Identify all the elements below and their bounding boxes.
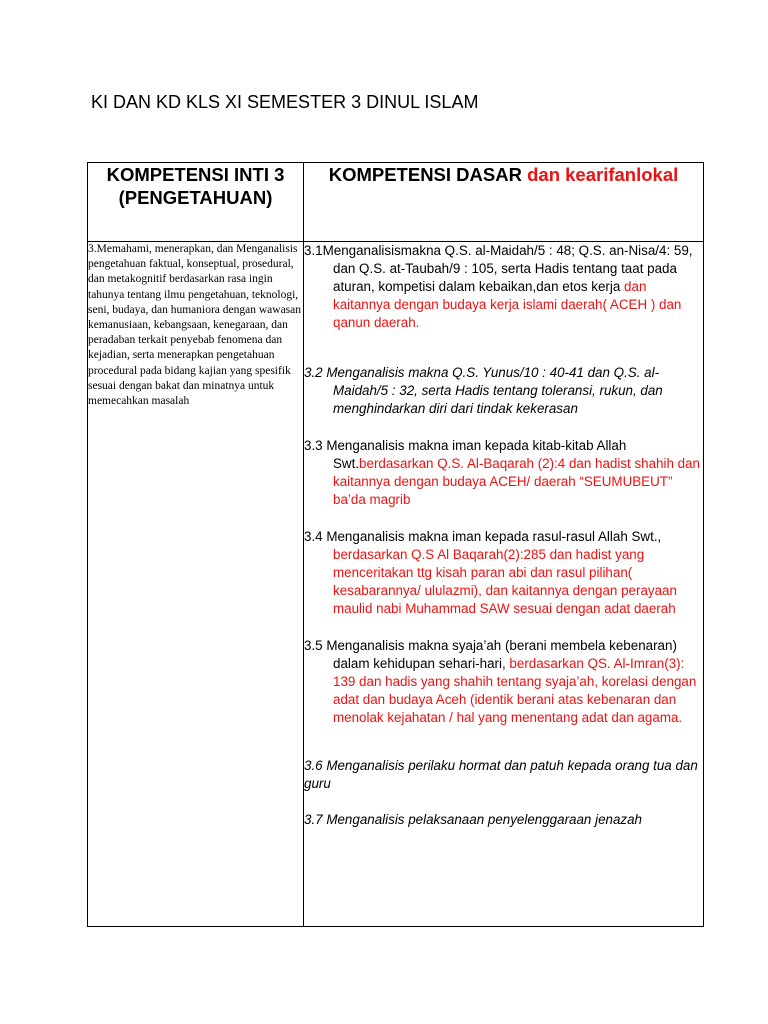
document-title: KI DAN KD KLS XI SEMESTER 3 DINUL ISLAM xyxy=(91,92,479,112)
kd-cell xyxy=(304,242,704,927)
table-body-row xyxy=(88,242,704,927)
ki-cell xyxy=(88,242,304,927)
kd-item-3-2 xyxy=(304,364,703,418)
kd-item-text: 3.3 Menganalisis makna iman kepada kitab-kitab Allah Swt. xyxy=(304,438,627,471)
kd-item-3-4 xyxy=(304,528,703,618)
header-kompetensi-dasar-label: KOMPETENSI DASAR xyxy=(328,164,528,185)
kd-item-text: 3.1Menganalisismakna Q.S. al-Maidah/5 : 48; Q.S. an-Nisa/4: 59, dan Q.S. at-Taubah/9 : 105, serta Hadis tentang taat pada aturan, kompetisi dalam kebaikan,dan etos kerja xyxy=(304,243,693,294)
header-kompetensi-inti: KOMPETENSI INTI 3 (PENGETAHUAN) xyxy=(88,163,304,242)
kd-item-local-wisdom: berdasarkan Q.S Al Baqarah(2):285 dan hadist yang menceritakan ttg kisah paran abi dan rasul pilihan( kesabarannya/ ululazmi), dan kaitannya dengan perayaan maulid nabi Muhammad SAW sesuai dengan adat daerah xyxy=(333,547,677,616)
kd-item-local-wisdom: berdasarkan Q.S. Al-Baqarah (2):4 dan hadist shahih dan kaitannya dengan budaya ACEH/ daerah “SEUMUBEUT” ba’da magrib xyxy=(333,456,700,507)
kd-item-local-wisdom: berdasarkan QS. Al-Imran(3): 139 dan hadis yang shahih tentang syaja’ah, korelasi dengan adat dan budaya Aceh (identik berani atas kebenaran dan menolak kejahatan / hal yang menentang adat dan agama. xyxy=(333,656,697,725)
kd-item-text: 3.4 Menganalisis makna iman kepada rasul-rasul Allah Swt., xyxy=(304,529,662,544)
kd-item-text: 3.6 Menganalisis perilaku hormat dan patuh kepada orang tua dan guru xyxy=(304,758,698,791)
kd-item-text: 3.2 Menganalisis makna Q.S. Yunus/10 : 40-41 dan Q.S. al-Maidah/5 : 32, serta Hadis tentang toleransi, rukun, dan menghindarkan diri dari tindak kekerasan xyxy=(304,365,663,416)
header-kearifanlokal-label: dan kearifanlokal xyxy=(527,164,679,185)
kd-item-3-3 xyxy=(304,437,703,509)
kd-item-3-5 xyxy=(304,637,703,727)
ki-text: 3.Memahami, menerapkan, dan Menganalisis pengetahuan faktual, konseptual, prosedural, dan metakognitif berdasarkan rasa ingin tahunya tentang ilmu pengetahuan, teknologi, seni, budaya, dan humaniora dengan wawasan kemanusiaan, kebangsaan, kenegaraan, dan peradaban terkait penyebab fenomena dan kejadian, serta menerapkan pengetahuan procedural pada bidang kajian yang spesifik sesuai dengan bakat dan minatnya untuk memecahkan masalah xyxy=(88,243,301,408)
kd-item-3-6 xyxy=(304,757,703,793)
kd-item-text: 3.5 Menganalisis makna syaja’ah (berani membela kebenaran) dalam kehidupan sehari-hari, xyxy=(304,638,677,671)
table-header-row xyxy=(88,163,704,242)
header-kompetensi-dasar xyxy=(304,163,704,242)
kd-item-local-wisdom: dan kaitannya dengan budaya kerja islami daerah( ACEH ) dan qanun daerah. xyxy=(333,279,682,330)
kd-item-3-7 xyxy=(304,811,703,829)
kd-item-3-1 xyxy=(304,242,703,332)
competency-table xyxy=(87,162,704,927)
kd-item-text: 3.7 Menganalisis pelaksanaan penyelenggaraan jenazah xyxy=(304,812,642,827)
